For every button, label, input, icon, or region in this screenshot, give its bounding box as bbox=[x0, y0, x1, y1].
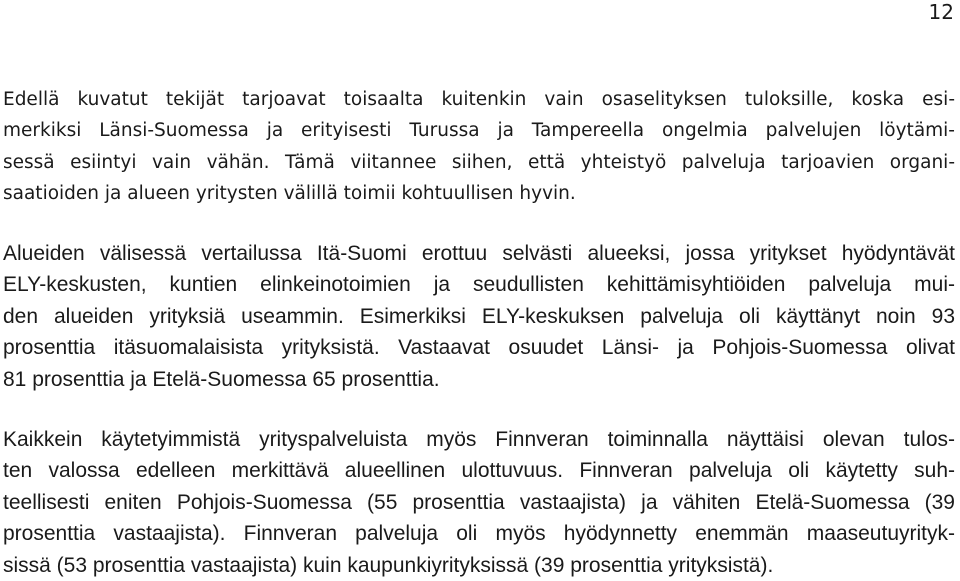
text-line: sessä esiintyi vain vähän. Tämä viitannee siihen, että yhteistyö palveluja tarjoavien organi- bbox=[3, 151, 955, 173]
text-line: merkiksi Länsi-Suomessa ja erityisesti Turussa ja Tampereella ongelmia palvelujen löytämi- bbox=[3, 120, 955, 142]
paragraph-2 bbox=[3, 238, 955, 395]
text-line: prosenttia vastaajista). Finnveran palveluja oli myös hyödynnetty enemmän maaseutuyrityk- bbox=[3, 522, 955, 546]
text-line: 81 prosenttia ja Etelä-Suomessa 65 prosenttia. bbox=[3, 367, 440, 391]
text-line: teellisesti eniten Pohjois-Suomessa (55 prosenttia vastaajista) ja vähiten Etelä-Suomessa (39 bbox=[3, 490, 955, 514]
text-line: ELY-keskusten, kuntien elinkeinotoimien ja seudullisten kehittämisyhtiöiden palveluja mui- bbox=[3, 273, 955, 297]
paragraph-3 bbox=[3, 424, 955, 581]
text-line: Kaikkein käytetyimmistä yrityspalveluista myös Finnveran toiminnalla näyttäisi olevan tulos- bbox=[3, 428, 955, 451]
text-line: prosenttia itäsuomalaisista yrityksistä. Vastaavat osuudet Länsi- ja Pohjois-Suomessa olivat bbox=[3, 336, 955, 360]
paragraph-1 bbox=[3, 84, 955, 210]
text-line: Alueiden välisessä vertailussa Itä-Suomi erottuu selvästi alueeksi, jossa yritykset hyödyntävät bbox=[3, 242, 955, 265]
page-number: 12 bbox=[928, 0, 954, 24]
text-line: den alueiden yrityksiä useammin. Esimerkiksi ELY-keskuksen palveluja oli käyttänyt noin 93 bbox=[3, 304, 955, 328]
text-line: Edellä kuvatut tekijät tarjoavat toisaalta kuitenkin vain osaselityksen tuloksille, koska esi- bbox=[3, 89, 955, 110]
text-line: saatioiden ja alueen yritysten välillä toimii kohtuullisen hyvin. bbox=[3, 183, 576, 205]
text-line: ten valossa edelleen merkittävä alueellinen ulottuvuus. Finnveran palveluja oli käytetty suh- bbox=[3, 459, 955, 483]
text-line: sissä (53 prosenttia vastaajista) kuin kaupunkiyrityksissä (39 prosenttia yrityksistä). bbox=[3, 553, 774, 577]
